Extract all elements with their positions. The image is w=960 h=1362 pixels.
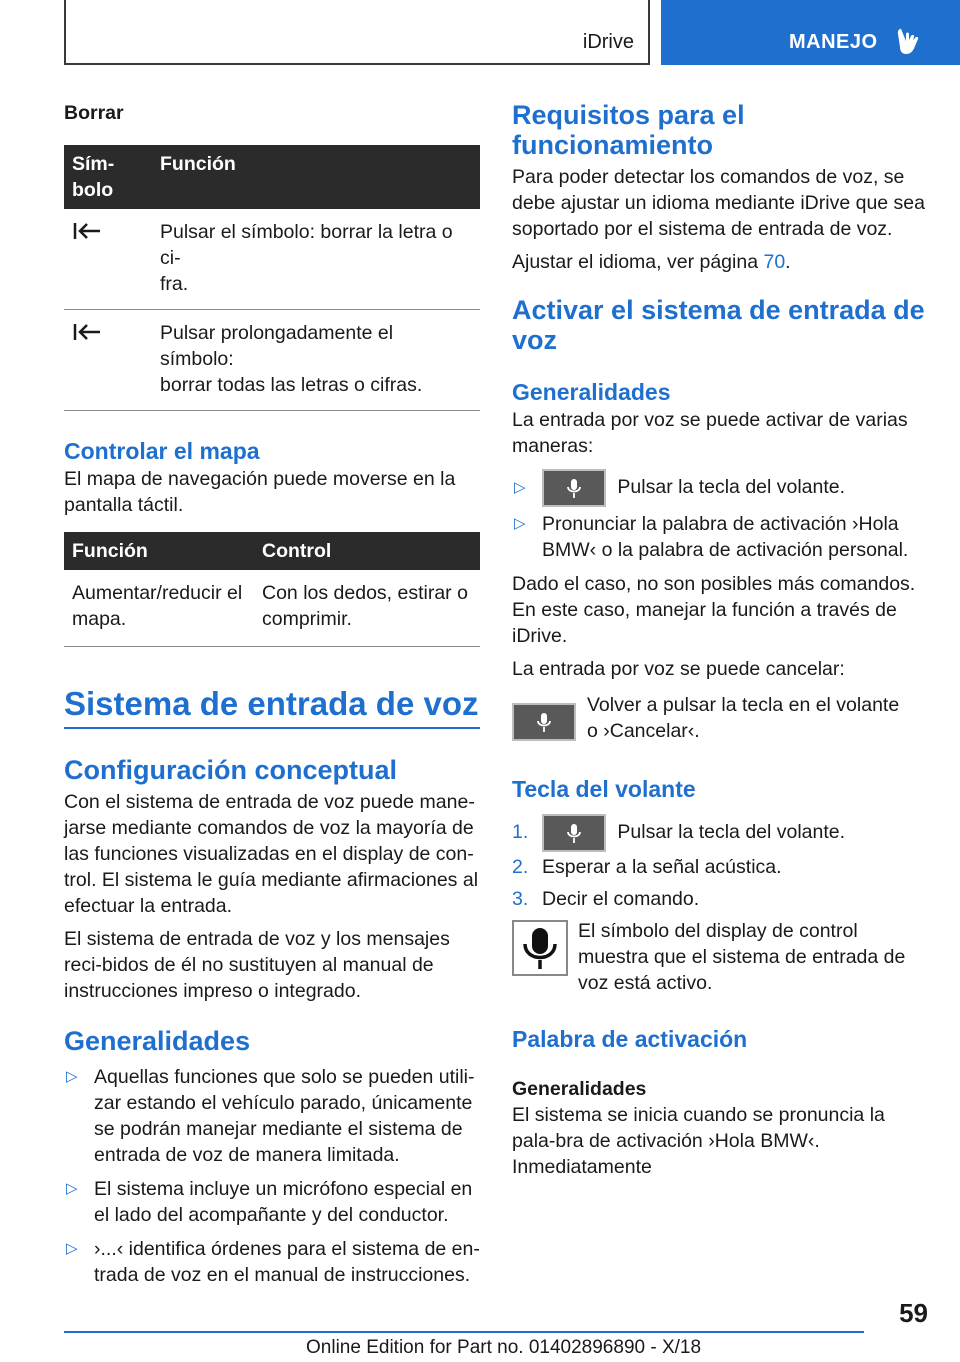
- general-list: [64, 1064, 480, 1288]
- table-header-function: Función: [64, 532, 254, 570]
- cancel-row: [512, 692, 928, 748]
- triangle-bullet-icon: ▷: [66, 1068, 78, 1085]
- triangle-bullet-icon: ▷: [66, 1180, 78, 1197]
- delete-symbol-table: [64, 145, 480, 411]
- list-item: 1. Pulsar la tecla del volante.: [512, 812, 928, 852]
- general-heading: Generalidades: [64, 1026, 251, 1056]
- page-number: 59: [899, 1298, 928, 1328]
- map-control-table: [64, 532, 480, 647]
- activate-paragraph-2: Dado el caso, no son posibles más comandos. En este caso, manejar la función a través de iDrive.: [512, 573, 916, 647]
- large-microphone-icon: [514, 922, 566, 974]
- header-chapter-box: [64, 0, 650, 65]
- table-cell-description: Pulsar prolongadamente el símbolo: borrar todas las letras o cifras.: [152, 310, 480, 411]
- triangle-bullet-icon: ▷: [514, 515, 526, 532]
- section-title: Sistema de entrada de voz: [64, 685, 480, 729]
- list-item: ▷ Pulsar la tecla del volante.: [512, 467, 928, 507]
- table-cell-description: Pulsar el símbolo: borrar la letra o ci- fra.: [152, 209, 480, 310]
- display-note-text: El símbolo del display de control muestra que el sistema de entrada de voz está activo.: [578, 920, 906, 994]
- step-number: 3.: [512, 888, 529, 910]
- table-cell-control: Con los dedos, estirar o comprimir.: [254, 570, 480, 647]
- steering-key-steps: [512, 812, 928, 912]
- activation-methods-list: [512, 467, 928, 563]
- header-section-tab: [661, 0, 960, 65]
- activate-paragraph-3: La entrada por voz se puede cancelar:: [512, 658, 845, 680]
- display-mic-symbol: [512, 920, 568, 976]
- concept-paragraph-1: Con el sistema de entrada de voz puede mane-jarse mediante comandos de voz la mayoría de las funciones visualizadas en el display de con-trol. El sistema le guía mediante afirmaciones al efectuar la entrada.: [64, 791, 479, 917]
- table-cell-function: Aumentar/reducir el mapa.: [64, 570, 254, 647]
- borrar-label: Borrar: [64, 102, 124, 124]
- requirements-heading: Requisitos para el funcionamiento: [512, 100, 745, 160]
- list-item: ▷ ›...‹ identifica órdenes para el sistema de en-trada de voz en el manual de instrucciones.: [66, 1238, 480, 1286]
- backspace-icon: [72, 322, 102, 342]
- concept-paragraph-2: El sistema de entrada de voz y los mensajes reci-bidos de él no sustituyen al manual de instrucciones impreso o integrado.: [64, 928, 450, 1002]
- table-header-control: Control: [254, 532, 480, 570]
- left-column: [64, 100, 480, 1296]
- list-item: ▷ Pronunciar la palabra de activación ›Hola BMW‹ o la palabra de activación personal.: [514, 513, 909, 561]
- requirements-paragraph-2: Ajustar el idioma, ver página 70.: [512, 251, 791, 273]
- page-link[interactable]: 70: [763, 251, 786, 273]
- table-row: [64, 310, 480, 411]
- triangle-bullet-icon: ▷: [514, 479, 526, 496]
- header-section-title: MANEJO: [789, 31, 878, 53]
- microphone-icon: [566, 823, 582, 845]
- list-item: 3. Decir el comando.: [512, 888, 700, 910]
- step-number: 1.: [512, 821, 529, 843]
- activate-general-intro: La entrada por voz se puede activar de varias maneras:: [512, 409, 908, 457]
- wake-word-paragraph: El sistema se inicia cuando se pronuncia la pala-bra de activación ›Hola BMW‹. Inmediatamente: [512, 1104, 885, 1178]
- table-row: [64, 209, 480, 310]
- voice-button-image: [512, 703, 576, 741]
- activate-general-heading: Generalidades: [512, 379, 671, 405]
- cancel-text: Volver a pulsar la tecla en el volante o ›Cancelar‹.: [587, 694, 900, 742]
- steering-key-heading: Tecla del volante: [512, 776, 696, 802]
- voice-button-image: [542, 814, 606, 852]
- table-header-function: Función: [152, 145, 480, 209]
- wake-word-heading: Palabra de activación: [512, 1026, 748, 1052]
- footer-divider: [64, 1331, 864, 1333]
- header-chapter-title: iDrive: [582, 31, 634, 53]
- triangle-bullet-icon: ▷: [66, 1240, 78, 1257]
- microphone-icon: [566, 478, 582, 500]
- display-note-row: [512, 918, 928, 1002]
- map-intro: El mapa de navegación puede moverse en la pantalla táctil.: [64, 468, 456, 516]
- requirements-paragraph-1: Para poder detectar los comandos de voz, se debe ajustar un idioma mediante iDrive que sea soportado por el sistema de entrada de voz.: [512, 166, 925, 240]
- concept-heading: Configuración conceptual: [64, 755, 398, 785]
- map-heading: Controlar el mapa: [64, 438, 260, 464]
- backspace-icon-cell: [64, 209, 152, 310]
- activate-heading: Activar el sistema de entrada de voz: [512, 295, 925, 355]
- right-column: [512, 100, 928, 1187]
- table-header-symbol: Sím- bolo: [64, 145, 152, 209]
- table-row: [64, 570, 480, 647]
- list-item: 2. Esperar a la señal acústica.: [512, 856, 782, 878]
- wake-word-subheading: Generalidades: [512, 1078, 647, 1100]
- step-number: 2.: [512, 856, 529, 878]
- list-item: ▷ El sistema incluye un micrófono especial en el lado del acompañante y del conductor.: [66, 1178, 473, 1226]
- footer-edition: Online Edition for Part no. 01402896890 - X/18: [306, 1337, 702, 1358]
- backspace-icon-cell: [64, 310, 152, 411]
- voice-button-image: [542, 469, 606, 507]
- backspace-icon: [72, 221, 102, 241]
- list-item: ▷ Aquellas funciones que solo se pueden utili-zar estando el vehículo parado, únicamente se podrán manejar mediante el sistema de entrada de voz de manera limitada.: [66, 1066, 475, 1166]
- hand-pointer-icon: [896, 26, 924, 56]
- microphone-icon: [536, 712, 552, 734]
